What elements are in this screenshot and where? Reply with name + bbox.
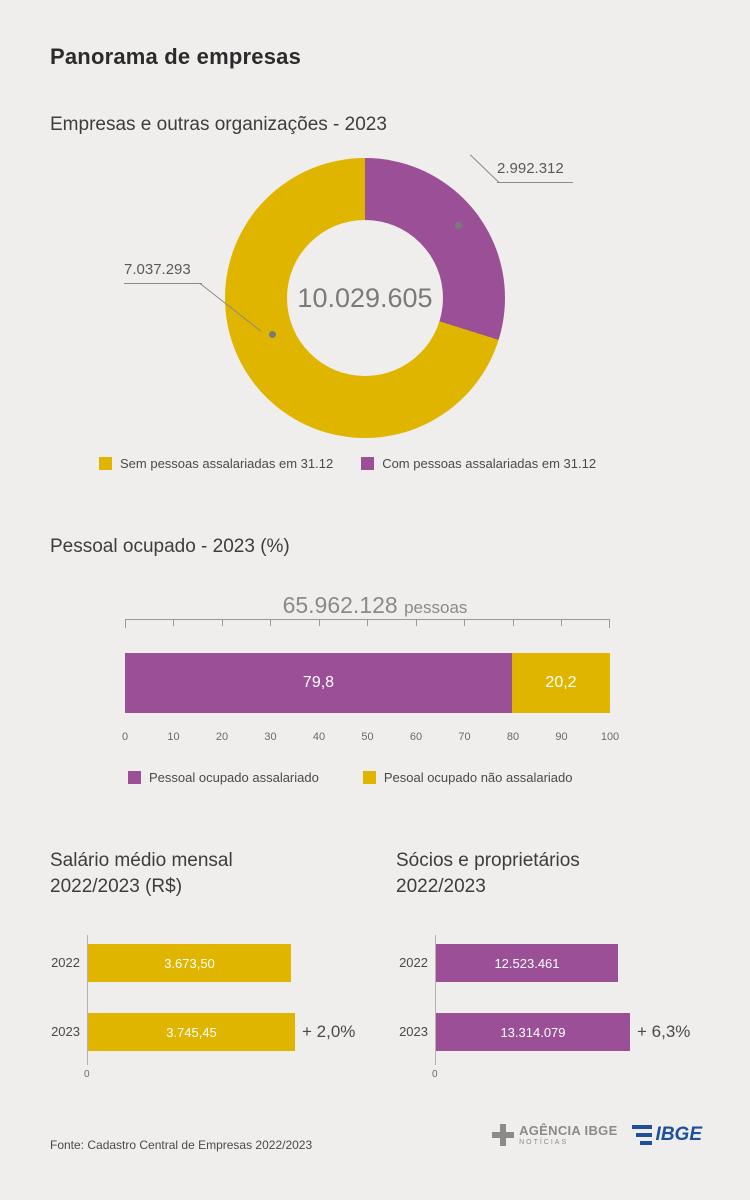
- salary-bar-2023: [88, 1013, 295, 1051]
- partners-chart: [396, 935, 716, 1080]
- legend-item-nao-assalariado: [363, 770, 573, 785]
- legend-swatch-icon: [99, 457, 112, 470]
- partners-bar-value-2023: 13.314.079: [500, 1024, 566, 1040]
- ibge-logo-text: IBGE: [655, 1124, 702, 1145]
- agencia-logo-main: AGÊNCIA IBGE: [519, 1123, 618, 1138]
- axis-tick: [416, 619, 417, 626]
- leader-dot-yellow: [269, 331, 276, 338]
- legend-label: Com pessoas assalariadas em 31.12: [382, 456, 597, 471]
- page-title: Panorama de empresas: [50, 44, 302, 69]
- axis-tick-label: 60: [409, 731, 423, 743]
- agencia-logo-text: [519, 1124, 617, 1146]
- legend-swatch-icon: [361, 457, 374, 470]
- salary-chart: [50, 935, 370, 1080]
- salary-section-title: [50, 848, 233, 900]
- legend-swatch-icon: [363, 771, 376, 784]
- legend-item-assalariado: [128, 770, 319, 785]
- salary-bar-2022: [88, 944, 291, 982]
- axis-tick-label: 30: [264, 731, 277, 743]
- legend-label: Pesoal ocupado não assalariado: [383, 770, 573, 785]
- donut-callout-value-purple: 2.992.312: [497, 160, 564, 177]
- axis-tick-label: 10: [167, 731, 180, 743]
- partners-title-line1: Sócios e proprietários: [396, 850, 580, 871]
- axis-tick: [173, 619, 174, 626]
- axis-tick-label: 90: [555, 731, 568, 743]
- ibge-mark-icon: [632, 1125, 652, 1145]
- footer-logos: [492, 1124, 702, 1146]
- salary-bar-value-2023: 3.745,45: [166, 1024, 217, 1040]
- source-note: Fonte: Cadastro Central de Empresas 2022/2023: [50, 1138, 313, 1152]
- donut-center-value: 10.029.605: [297, 282, 433, 313]
- pessoal-axis-tick-labels: [121, 731, 620, 747]
- axis-tick-label: 100: [600, 731, 620, 743]
- pessoal-total-unit: pessoas: [404, 598, 468, 617]
- axis-tick: [222, 619, 223, 626]
- salary-title-line1: Salário médio mensal: [50, 850, 233, 871]
- donut-callout-value-yellow: 7.037.293: [124, 261, 191, 278]
- axis-tick-label: 50: [361, 731, 374, 743]
- leader-dot-purple: [455, 222, 462, 229]
- bar-segment-label: 20,2: [545, 674, 577, 691]
- axis-tick-label: 70: [458, 731, 471, 743]
- salary-bar-value-2022: 3.673,50: [164, 955, 215, 971]
- donut-section-title: Empresas e outras organizações - 2023: [50, 114, 387, 135]
- axis-tick-label: 20: [215, 731, 229, 743]
- axis-tick: [464, 619, 465, 626]
- legend-label: Sem pessoas assalariadas em 31.12: [120, 456, 334, 471]
- pessoal-stacked-bar: [125, 653, 610, 713]
- bar-segment-label: 79,8: [302, 674, 335, 691]
- axis-tick: [270, 619, 271, 626]
- axis-tick-label: 80: [506, 731, 520, 743]
- salary-title-line2: 2022/2023 (R$): [50, 876, 183, 897]
- axis-endcap-right: [609, 619, 610, 628]
- donut-legend: [99, 456, 624, 471]
- partners-bar-value-2022: 12.523.461: [494, 955, 560, 971]
- legend-label: Pessoal ocupado assalariado: [149, 770, 319, 785]
- partners-zero-label: 0: [432, 1069, 438, 1080]
- pessoal-total-value: 65.962.128: [282, 592, 398, 618]
- leader-line-purple-horizontal: [497, 182, 573, 183]
- pessoal-total: [0, 592, 750, 619]
- salary-delta-label: + 2,0%: [302, 1022, 356, 1041]
- partners-category-label-2023: 2023: [399, 1024, 428, 1039]
- salary-category-label-2022: 2022: [51, 955, 80, 970]
- agencia-ibge-logo: [492, 1124, 617, 1146]
- partners-category-label-2022: 2022: [399, 955, 428, 970]
- partners-title-line2: 2022/2023: [396, 876, 486, 897]
- cross-icon: [492, 1124, 514, 1146]
- legend-item-sem-assalariadas: [99, 456, 333, 471]
- bar-segment-nao-assalariado: [512, 653, 610, 713]
- axis-tick-label: 0: [121, 731, 129, 743]
- legend-swatch-icon: [128, 771, 141, 784]
- bar-segment-assalariado: [125, 653, 512, 713]
- partners-section-title: [396, 848, 580, 900]
- agencia-logo-sub: NOTÍCIAS: [519, 1139, 569, 1146]
- ibge-logo: [632, 1124, 702, 1146]
- partners-bar-2022: [436, 944, 618, 982]
- pessoal-top-axis: [125, 619, 610, 637]
- axis-tick: [367, 619, 368, 626]
- axis-tick: [513, 619, 514, 626]
- axis-tick: [561, 619, 562, 626]
- partners-bar-2023: [436, 1013, 630, 1051]
- axis-tick: [319, 619, 320, 626]
- pessoal-section-title: Pessoal ocupado - 2023 (%): [50, 536, 290, 557]
- salary-zero-label: 0: [84, 1069, 90, 1080]
- donut-chart: [225, 158, 505, 438]
- axis-tick-label: 40: [312, 731, 326, 743]
- partners-delta-label: + 6,3%: [637, 1022, 691, 1041]
- pessoal-legend: [128, 770, 600, 785]
- axis-endcap-left: [125, 619, 126, 628]
- salary-category-label-2023: 2023: [51, 1024, 80, 1039]
- leader-line-yellow-horizontal: [124, 283, 202, 284]
- legend-item-com-assalariadas: [361, 456, 596, 471]
